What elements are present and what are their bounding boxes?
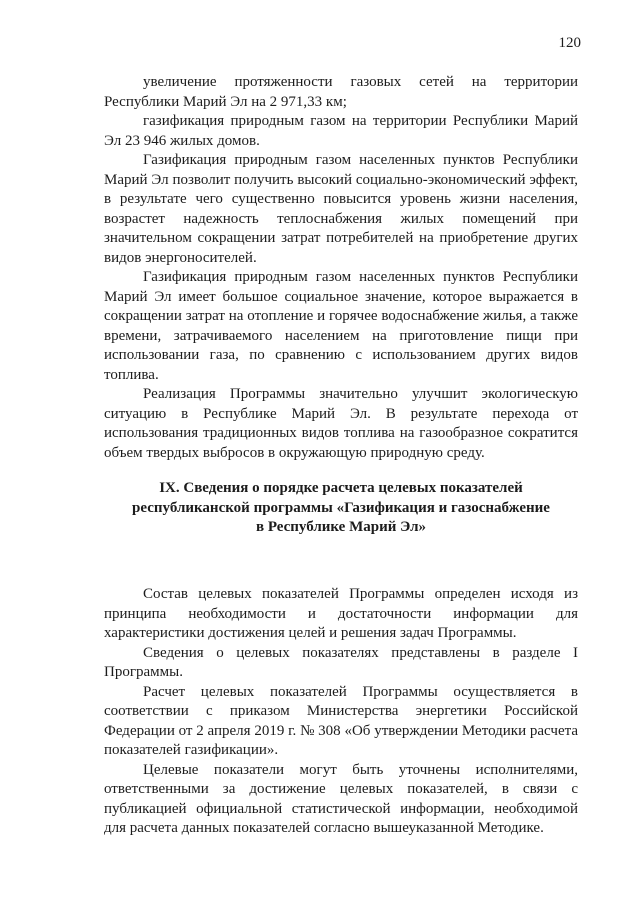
paragraph-socioeconomic-effect: Газификация природным газом населенных пунктов Республики Марий Эл позволит получить высокий социально-экономический эффект, в результате чего существенно повысится уровень жизни населения, возрастет надежность теплоснабжения жилых помещений при значительном сокращении затрат потребителей на приобретение других видов энергоносителей. xyxy=(104,152,578,266)
body-text-top xyxy=(104,73,578,463)
paragraph-gasification-houses: газификация природным газом на территории Республики Марий Эл 23 946 жилых домов. xyxy=(104,113,578,149)
section-heading-line-3: в Республике Марий Эл» xyxy=(255,519,427,535)
paragraph-indicators-section: Сведения о целевых показателях представлены в разделе I Программы. xyxy=(104,644,578,680)
paragraph-ecology: Реализация Программы значительно улучшит экологическую ситуацию в Республике Марий Эл. В результате перехода от использования традиционных видов топлива на газообразное сократится объем твердых выбросов в окружающую природную среду. xyxy=(104,386,578,461)
section-heading-line-2: республиканской программы «Газификация и газоснабжение xyxy=(132,499,550,516)
paragraph-calculation-order: Расчет целевых показателей Программы осуществляется в соответствии с приказом Министерства энергетики Российской Федерации от 2 апреля 2019 г. № 308 «Об утверждении Методики расчета показателей газификации». xyxy=(104,683,578,758)
paragraph-indicators-composition: Состав целевых показателей Программы определен исходя из принципа необходимости и достаточности информации для характеристики достижения целей и решения задач Программы. xyxy=(104,586,578,641)
section-heading-line-1: IX. Сведения о порядке расчета целевых показателей xyxy=(159,480,523,496)
section-heading xyxy=(104,479,578,538)
paragraph-indicators-clarification: Целевые показатели могут быть уточнены исполнителями, ответственными за достижение целевых показателей, в связи с публикацией официальной статистической информации, необходимой для расчета данных показателей согласно вышеуказанной Методике. xyxy=(104,761,578,836)
page-number: 120 xyxy=(558,35,581,51)
paragraph-social-significance: Газификация природным газом населенных пунктов Республики Марий Эл имеет большое социальное значение, которое выражается в сокращении затрат на отопление и горячее водоснабжение жилья, а также времени, затрачиваемого населением на приготовление пищи при использовании газа, по сравнению с использованием других видов топлива. xyxy=(104,269,578,383)
body-text-bottom xyxy=(104,585,578,839)
paragraph-gas-networks: увеличение протяженности газовых сетей на территории Республики Марий Эл на 2 971,33 км; xyxy=(104,74,578,110)
